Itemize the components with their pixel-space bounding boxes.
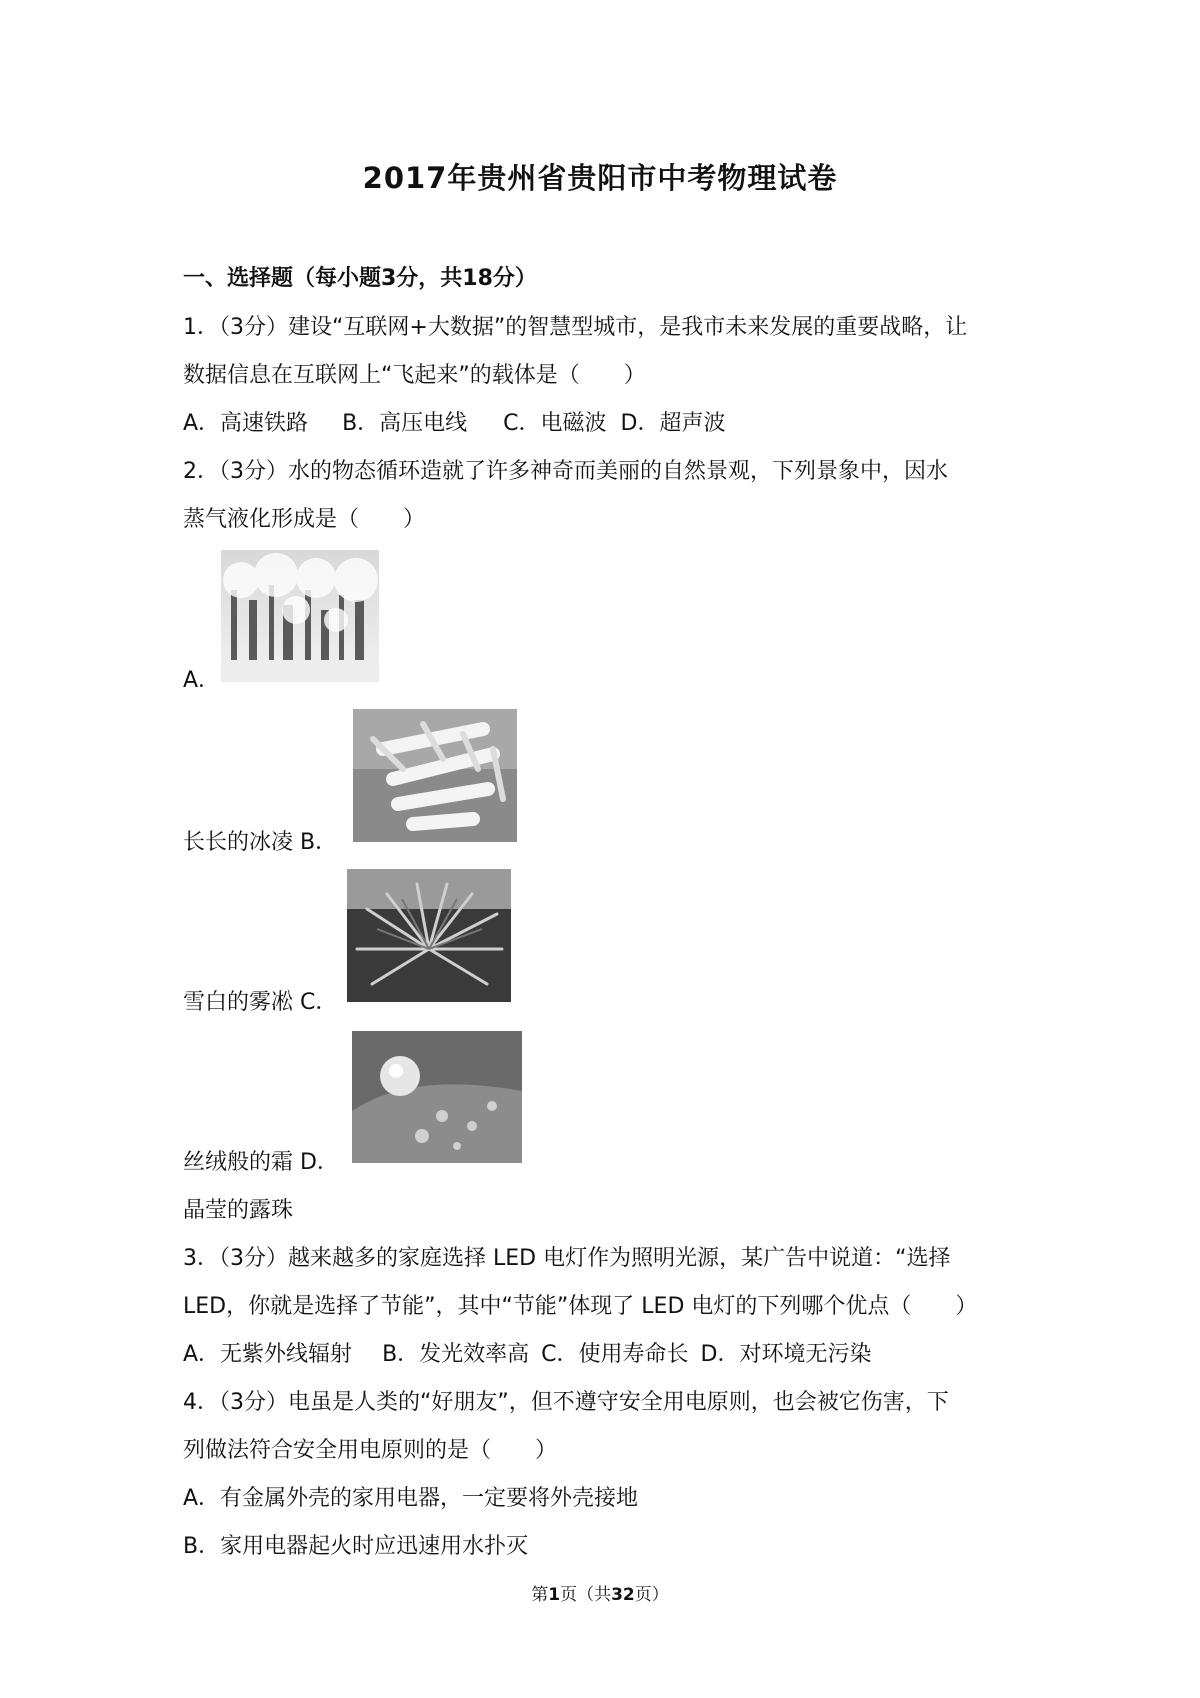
q3-option-c: C．使用寿命长 bbox=[541, 1342, 689, 1367]
q1-option-a: A．高速铁路 bbox=[183, 411, 309, 436]
question-2-line-2: 蒸气液化形成是（ ） bbox=[183, 507, 426, 532]
q4-option-a: A．有金属外壳的家用电器，一定要将外壳接地 bbox=[183, 1486, 639, 1511]
q3-option-b: B．发光效率高 bbox=[382, 1342, 530, 1367]
q2-option-a: A． bbox=[183, 668, 221, 693]
q1-option-b: B．高压电线 bbox=[342, 411, 468, 436]
footer-middle: 页（共 bbox=[560, 1585, 612, 1605]
q2-option-d: 丝绒般的霜 D． bbox=[183, 1150, 339, 1175]
q1-option-c: C．电磁波 bbox=[503, 411, 607, 436]
section-heading: 一、选择题（每小题3分，共18分） bbox=[183, 266, 537, 291]
footer-total-pages: 32 bbox=[611, 1585, 635, 1605]
q3-option-a: A．无紫外线辐射 bbox=[183, 1342, 353, 1367]
page-footer bbox=[0, 1580, 1200, 1605]
footer-prefix: 第 bbox=[531, 1585, 549, 1605]
q4-option-b: B．家用电器起火时应迅速用水扑灭 bbox=[183, 1534, 529, 1559]
q1-option-d: D．超声波 bbox=[620, 411, 726, 436]
q2-option-c: 雪白的雾凇 C． bbox=[183, 990, 338, 1015]
question-4-line-1: 4．（3分）电虽是人类的“好朋友”，但不遵守安全用电原则，也会被它伤害，下 bbox=[183, 1390, 949, 1415]
q2-option-b: 长长的冰凌 B． bbox=[183, 830, 338, 855]
icicle-photo bbox=[221, 550, 379, 682]
question-4-line-2: 列做法符合安全用电原则的是（ ） bbox=[183, 1438, 558, 1463]
question-3-options bbox=[183, 1340, 871, 1370]
q2-option-d-caption: 晶莹的露珠 bbox=[183, 1198, 294, 1223]
question-1-line-2: 数据信息在互联网上“飞起来”的载体是（ ） bbox=[183, 363, 646, 388]
frost-photo bbox=[347, 869, 511, 1002]
footer-page-number: 1 bbox=[548, 1585, 561, 1605]
page-title: 2017年贵州省贵阳市中考物理试卷 bbox=[362, 161, 838, 195]
question-1-line-1: 1．（3分）建设“互联网+大数据”的智慧型城市，是我市未来发展的重要战略，让 bbox=[183, 315, 968, 340]
question-2-line-1: 2．（3分）水的物态循环造就了许多神奇而美丽的自然景观，下列景象中，因水 bbox=[183, 459, 948, 484]
question-3-line-2: LED，你就是选择了节能”，其中“节能”体现了 LED 电灯的下列哪个优点（ ） bbox=[183, 1294, 978, 1319]
dew-photo bbox=[352, 1031, 522, 1163]
question-3-line-1: 3．（3分）越来越多的家庭选择 LED 电灯作为照明光源，某广告中说道：“选择 bbox=[183, 1246, 951, 1271]
q3-option-d: D．对环境无污染 bbox=[700, 1342, 872, 1367]
footer-suffix: 页） bbox=[634, 1585, 669, 1605]
question-1-options bbox=[183, 409, 725, 439]
rime-photo bbox=[353, 709, 517, 842]
